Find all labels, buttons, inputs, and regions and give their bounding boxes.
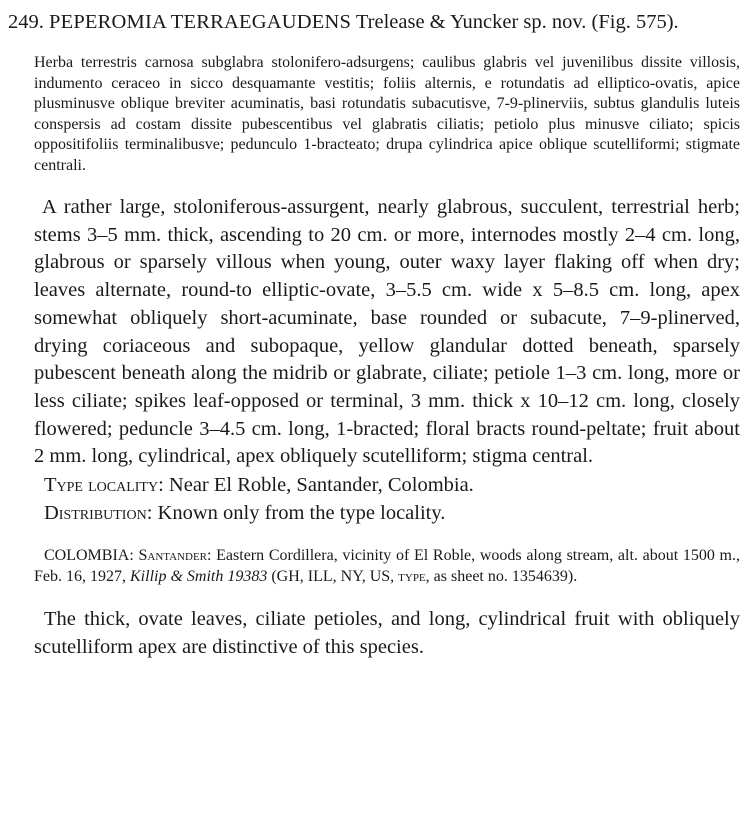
type-locality-value: : Near El Roble, Santander, Colombia. <box>158 474 474 497</box>
specimen-text-3: , as sheet no. 1354639). <box>425 568 578 586</box>
english-description: A rather large, stoloniferous-assurgent, nearly glabrous, succulent, terrestrial herb; stems 3–5 mm. thick, ascending to 20 cm. or more, internodes mostly 2–4 cm. long, glabrous or sparsely villous when young, outer waxy layer flaking off when dry; leaves alternate, round-to elliptic-ovate, 3–5.5 cm. wide x 5–8.5 cm. long, apex somewhat obliquely short-acuminate, base rounded or subacute, 7–9-plinerved, drying coriaceous and subopaque, yellow glandular dotted beneath, sparsely pubescent beneath along the midrib or glabrate, ciliate; petiole 1–3 cm. long, more or less ciliate; spikes leaf-opposed or terminal, 3 mm. thick x 10–12 cm. long, closely flowered; peduncle 3–4.5 cm. long, 1-bracted; floral bracts round-peltate; fruit about 2 mm. long, cylindrical, apex obliquely scutelliform; stigma central. <box>34 196 740 468</box>
specimen-text-2: (GH, ILL, NY, US, <box>271 568 395 586</box>
specimen-region: Santander <box>138 547 207 565</box>
distribution-label: Distribution <box>44 502 147 525</box>
type-locality <box>34 471 740 499</box>
specimen-country: COLOMBIA: <box>44 547 134 565</box>
distribution <box>34 499 740 527</box>
type-locality-label: Type locality <box>44 474 159 497</box>
closing-remark: The thick, ovate leaves, ciliate petioles, and long, cylindrical fruit with obliquely scutelliform apex are distinctive of this species. <box>34 608 740 659</box>
species-number: 249. <box>8 11 44 33</box>
specimen-citation <box>34 545 740 587</box>
specimen-text-1: : Eastern Cordillera, vicinity of El Roble, woods along stream, alt. about 1500 m., Feb. 16, 1927, <box>34 547 740 586</box>
species-authority: Trelease & Yuncker sp. nov. (Fig. 575). <box>355 11 679 33</box>
species-heading <box>8 8 740 37</box>
specimen-type-word: type <box>398 568 426 586</box>
species-name: PEPEROMIA TERRAEGAUDENS <box>49 11 352 33</box>
latin-diagnosis: Herba terrestris carnosa subglabra stolonifero-adsurgens; caulibus glabris vel juvenilibus dissite villosis, indumento ceraceo in sicco desquamante vestitis; foliis alternis, e rotundatis ad elliptico-ovatis, apice plusminusve oblique breviter acuminatis, basi rotundatis subacutisve, 7-9-plinerviis, subtus glandulis luteis conspersis ad costam dissite pubescentibus vel glabratis ciliatis; petiolo plus minusve ciliato; spicis oppositifoliis terminalibusve; pedunculo 1-bracteato; drupa cylindrica apice oblique scutelliformi; stigmate centrali. <box>34 54 740 174</box>
distribution-value: : Known only from the type locality. <box>146 502 446 525</box>
specimen-collectors: Killip & Smith 19383 <box>130 568 268 586</box>
